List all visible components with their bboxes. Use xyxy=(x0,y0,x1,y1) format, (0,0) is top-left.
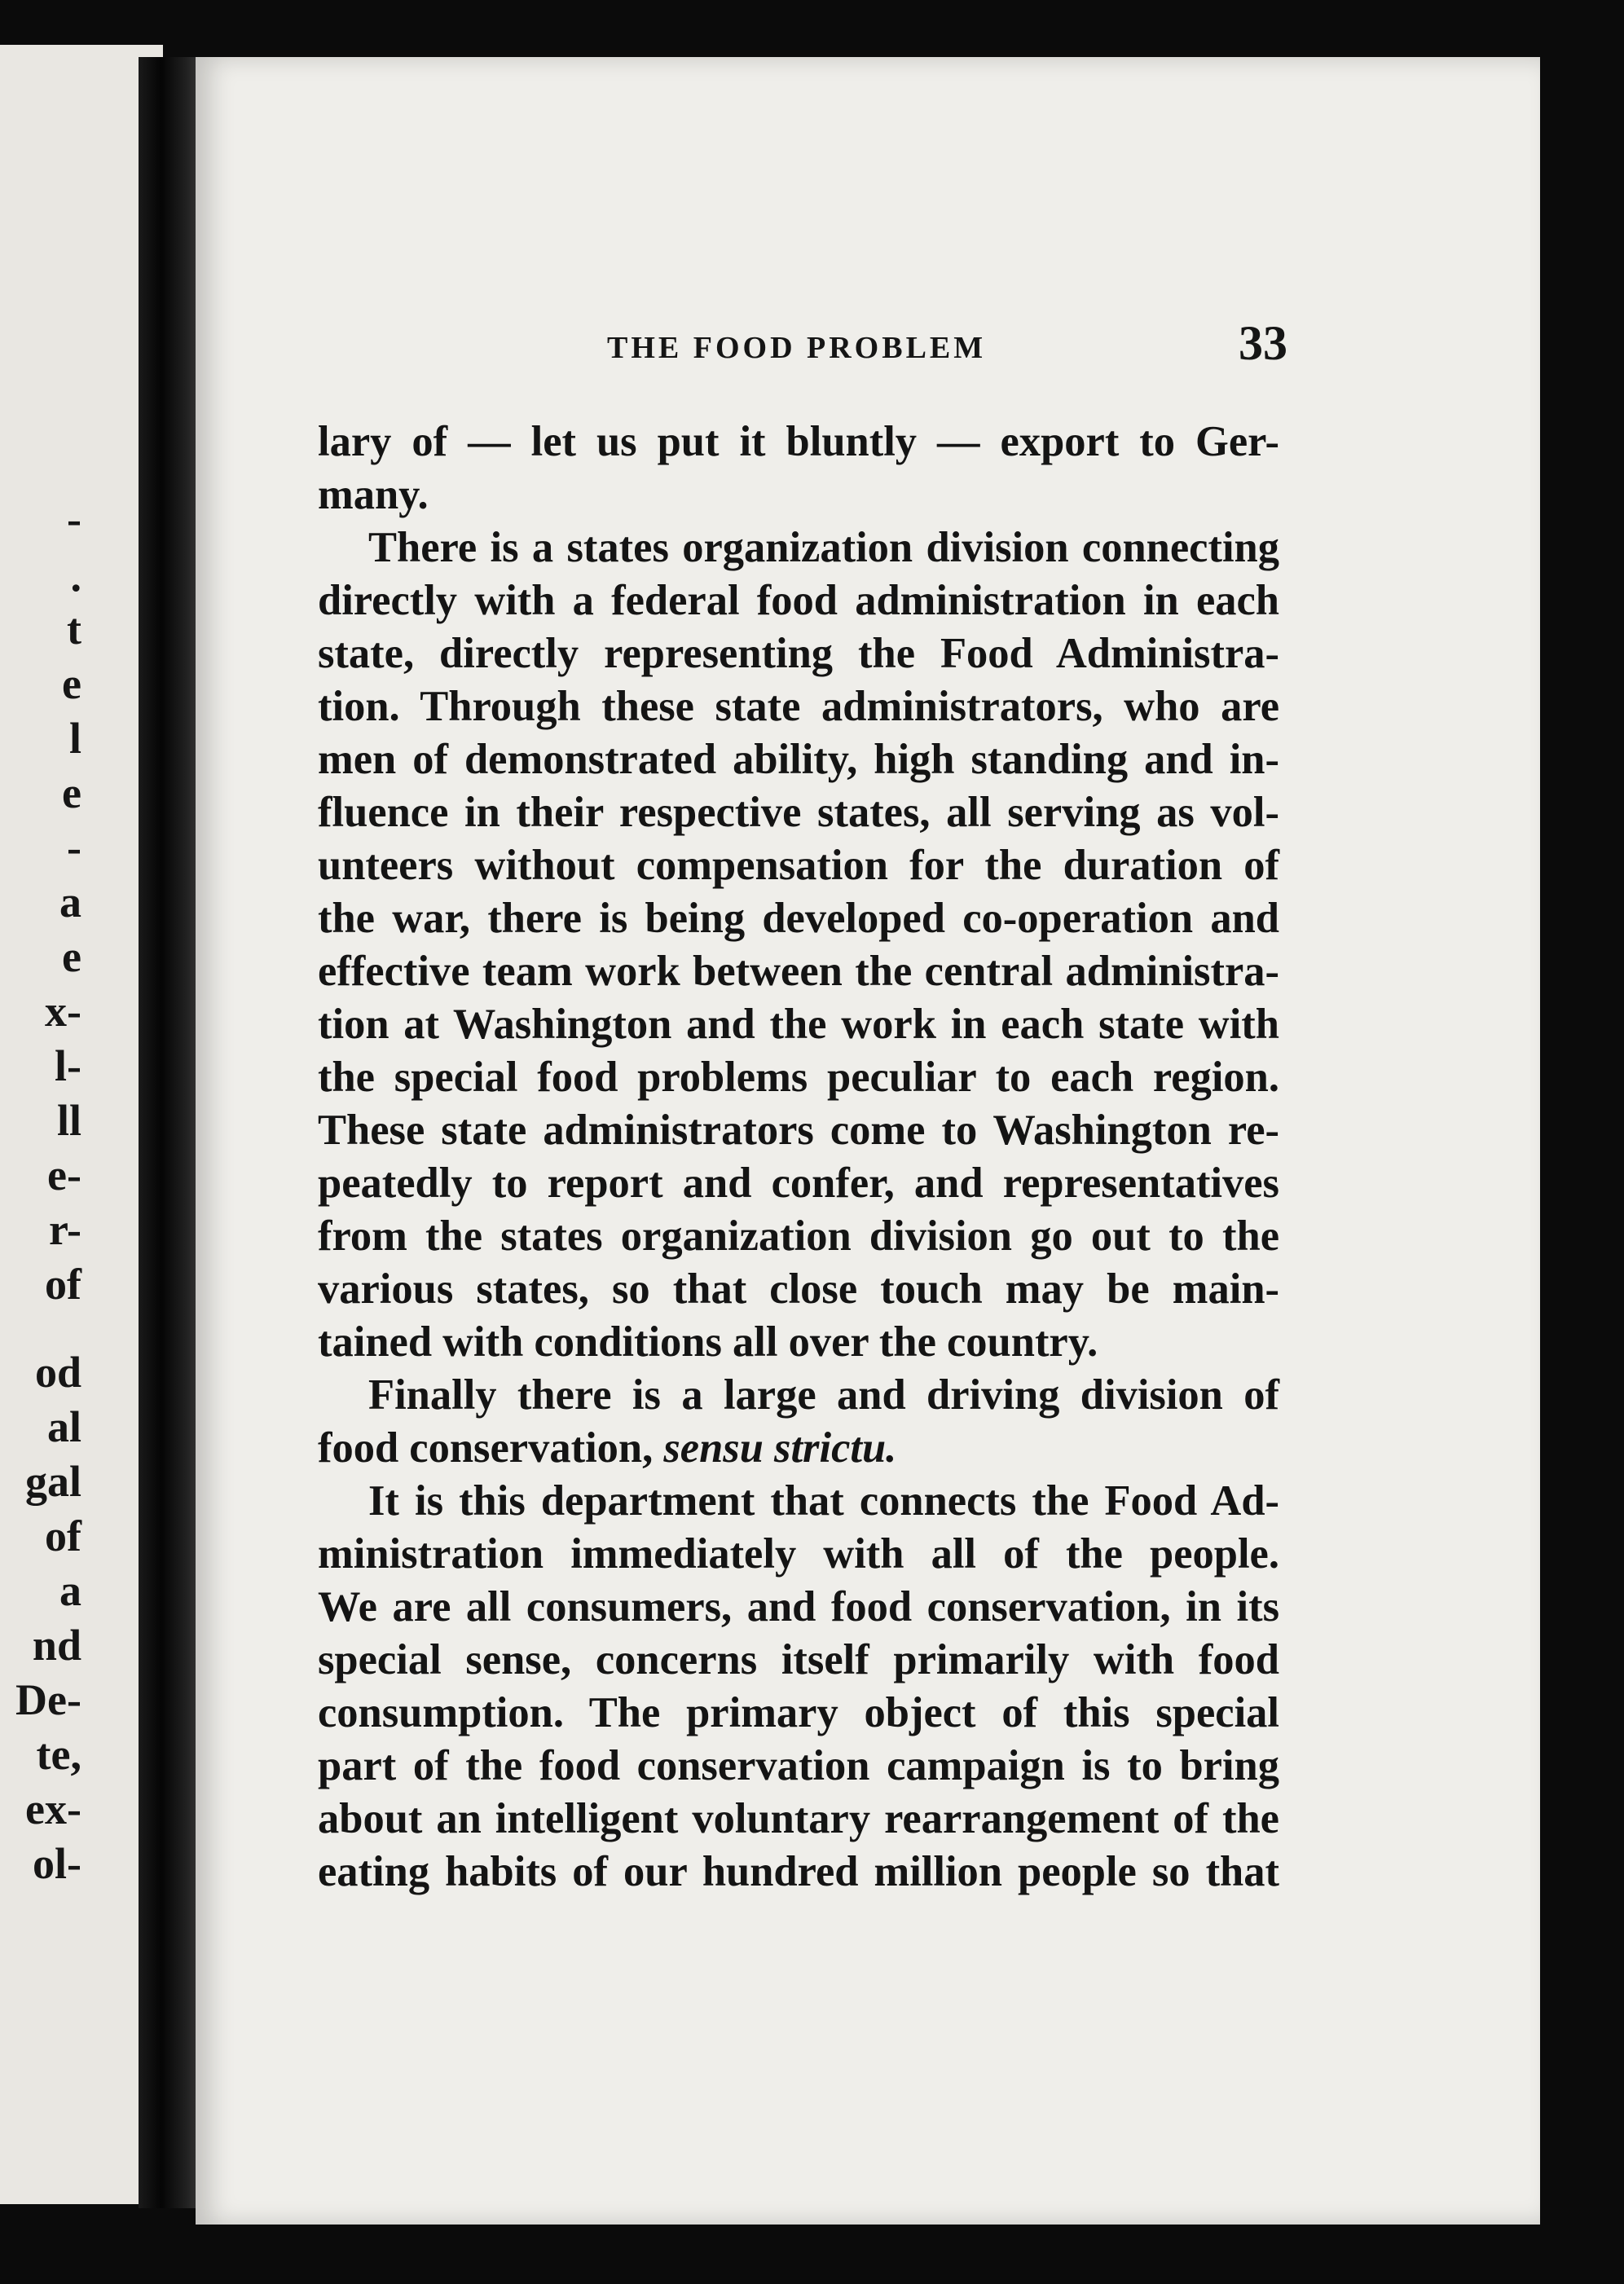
text-line: part of the food conservation campaign is to bring xyxy=(318,1742,1279,1789)
text-line: men of demonstrated ability, high standing and in- xyxy=(318,736,1279,783)
fragment: a xyxy=(59,878,81,926)
fragment: e xyxy=(62,768,81,817)
fragment: l xyxy=(68,714,81,763)
text-line: We are all consumers, and food conservation, in its xyxy=(318,1583,1279,1630)
fragment: r- xyxy=(49,1205,81,1254)
fragment: e- xyxy=(47,1151,81,1199)
running-head-title: THE FOOD PROBLEM xyxy=(607,331,987,365)
body-text xyxy=(318,416,1279,1899)
fragment: x- xyxy=(45,987,81,1036)
text-line: These state administrators come to Washington re- xyxy=(318,1107,1279,1154)
fragment: of xyxy=(45,1260,81,1309)
fragment: . xyxy=(70,552,81,601)
text-line: eating habits of our hundred million people so that xyxy=(318,1848,1279,1895)
italic-phrase: sensu strictu. xyxy=(663,1424,897,1472)
text-line: fluence in their respective states, all serving as vol- xyxy=(318,789,1279,836)
text-line: various states, so that close touch may be main- xyxy=(318,1265,1279,1313)
text-line: about an intelligent voluntary rearrangement of the xyxy=(318,1795,1279,1842)
text-line: consumption. The primary object of this special xyxy=(318,1689,1279,1736)
text-line: tained with conditions all over the country. xyxy=(318,1318,1098,1366)
scan-background xyxy=(0,2227,1624,2284)
fragment: t xyxy=(67,605,81,654)
fragment: e xyxy=(62,932,81,981)
fragment: e xyxy=(62,659,81,708)
fragment: gal xyxy=(24,1457,81,1506)
text-line: the war, there is being developed co-operation and xyxy=(318,895,1279,942)
book-gutter xyxy=(139,57,204,2208)
text-line xyxy=(318,1422,1279,1475)
fragment: a xyxy=(59,1566,81,1615)
page-number: 33 xyxy=(1239,316,1287,370)
book-page xyxy=(196,57,1540,2225)
text-line: Finally there is a large and driving division of xyxy=(368,1371,1279,1419)
text-line: unteers without compensation for the duration of xyxy=(318,842,1279,889)
text-line: directly with a federal food administration in each xyxy=(318,577,1279,624)
fragment: ll xyxy=(56,1096,81,1145)
fragment: De- xyxy=(15,1675,81,1724)
text-line: tion at Washington and the work in each state with xyxy=(318,1001,1279,1048)
text-line: effective team work between the central administra- xyxy=(318,948,1279,995)
text-line: peatedly to report and confer, and representatives xyxy=(318,1160,1279,1207)
text-line: the special food problems peculiar to each region. xyxy=(318,1054,1279,1101)
text-line: special sense, concerns itself primarily with food xyxy=(318,1636,1279,1683)
text-run: food conservation, xyxy=(318,1424,654,1472)
fragment: l- xyxy=(55,1041,81,1090)
fragment: od xyxy=(34,1348,81,1397)
text-line: tion. Through these state administrators, who are xyxy=(318,683,1279,730)
fragment: nd xyxy=(32,1621,81,1670)
fragment: - xyxy=(67,823,81,872)
running-head xyxy=(196,297,1540,395)
fragment: te, xyxy=(36,1730,81,1779)
text-line: many. xyxy=(318,471,429,518)
fragment: of xyxy=(45,1512,81,1560)
text-line: state, directly representing the Food Administra- xyxy=(318,630,1279,677)
text-line: from the states organization division go out to the xyxy=(318,1212,1279,1260)
text-line: It is this department that connects the Food Ad- xyxy=(368,1477,1279,1525)
fragment: - xyxy=(67,495,81,543)
text-line: There is a states organization division connecting xyxy=(368,524,1279,571)
fragment: al xyxy=(46,1402,81,1451)
fragment: ex- xyxy=(25,1785,81,1833)
text-line: lary of — let us put it bluntly — export to Ger- xyxy=(318,418,1279,465)
fragment: ol- xyxy=(33,1839,81,1888)
text-line: ministration immediately with all of the people. xyxy=(318,1530,1279,1578)
